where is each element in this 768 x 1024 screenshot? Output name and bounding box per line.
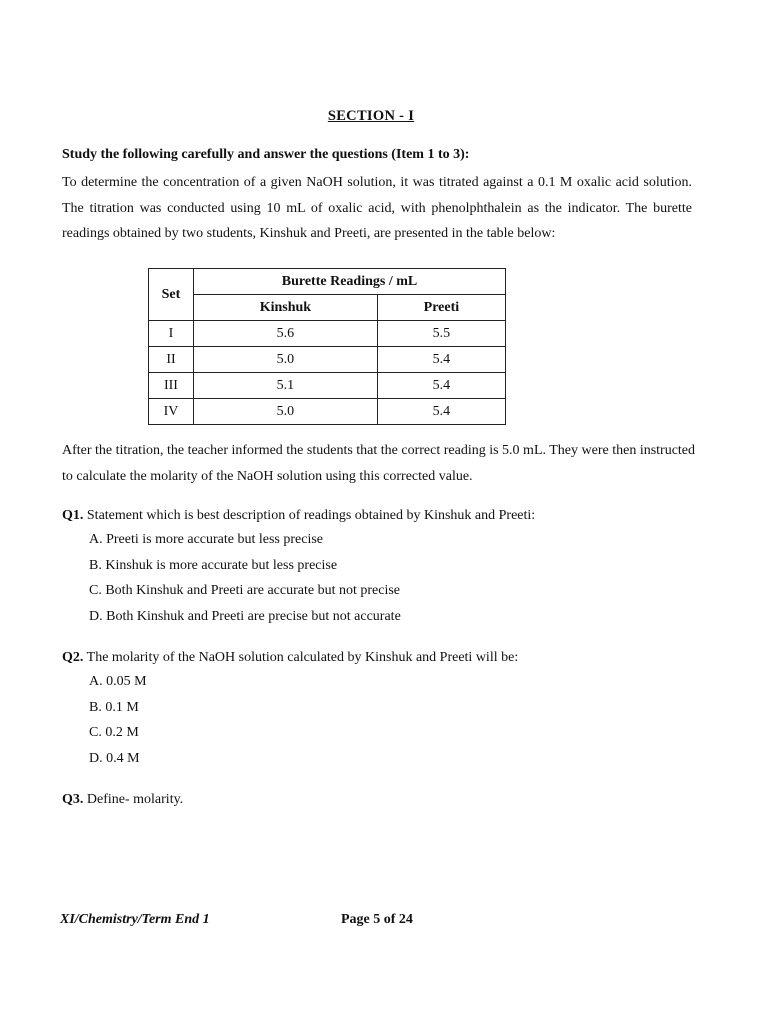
option-d: D. Both Kinshuk and Preeti are precise but not accurate	[89, 608, 401, 624]
question-text: Define- molarity.	[86, 792, 184, 807]
kinshuk-cell: 5.6	[193, 321, 377, 347]
question-stem	[62, 789, 712, 811]
table-row	[149, 347, 506, 373]
table-row	[149, 399, 506, 425]
set-cell: I	[149, 321, 194, 347]
option-c: C. 0.2 M	[89, 725, 139, 740]
set-header: Set	[149, 269, 194, 321]
question-stem	[62, 647, 712, 669]
table-row	[149, 373, 506, 399]
option-d: D. 0.4 M	[89, 750, 140, 766]
preeti-cell: 5.4	[377, 399, 505, 425]
options-list	[89, 527, 712, 629]
option-a: A. Preeti is more accurate but less precise	[89, 532, 324, 547]
question-3	[62, 789, 712, 811]
option-a: A. 0.05 M	[89, 674, 147, 689]
question-number: Q2.	[62, 650, 84, 665]
kinshuk-cell: 5.0	[193, 347, 377, 373]
after-titration-paragraph: After the titration, the teacher informed the students that the correct reading is 5.0 mL. They were then instructed to calculate the molarity of the NaOH solution using this corrected value.	[62, 443, 696, 484]
set-cell: II	[149, 347, 194, 373]
kinshuk-cell: 5.0	[193, 399, 377, 425]
intro-paragraph: To determine the concentration of a given NaOH solution, it was titrated against a 0.1 M oxalic acid solution. The titration was conducted using 10 mL of oxalic acid, with phenolphthalein as the indicator. The burette readings obtained by two students, Kinshuk and Preeti, are presented in the table below:	[62, 175, 692, 241]
preeti-header: Preeti	[377, 295, 505, 321]
question-text: Statement which is best description of readings obtained by Kinshuk and Preeti:	[86, 508, 536, 523]
set-cell: IV	[149, 399, 194, 425]
table-subheader-row	[149, 295, 506, 321]
preeti-cell: 5.4	[377, 347, 505, 373]
option-b: B. 0.1 M	[89, 699, 139, 715]
preeti-cell: 5.5	[377, 321, 505, 347]
options-list	[89, 669, 712, 771]
question-1	[62, 505, 712, 629]
footer-course-label: XI/Chemistry/Term End 1	[60, 912, 210, 927]
question-text: The molarity of the NaOH solution calculated by Kinshuk and Preeti will be:	[86, 650, 519, 665]
option-c: C. Both Kinshuk and Preeti are accurate but not precise	[89, 583, 401, 598]
table-row	[149, 321, 506, 347]
question-number: Q3.	[62, 792, 84, 807]
footer-page-number: Page 5 of 24	[341, 912, 413, 927]
table-header-row	[149, 269, 506, 295]
option-b: B. Kinshuk is more accurate but less precise	[89, 557, 338, 573]
question-2	[62, 647, 712, 771]
question-number: Q1.	[62, 508, 84, 523]
intro-heading: Study the following carefully and answer the questions (Item 1 to 3):	[62, 147, 470, 162]
kinshuk-cell: 5.1	[193, 373, 377, 399]
set-cell: III	[149, 373, 194, 399]
kinshuk-header: Kinshuk	[193, 295, 377, 321]
group-header: Burette Readings / mL	[193, 269, 505, 295]
burette-readings-table	[148, 268, 506, 425]
section-title: SECTION - I	[327, 108, 415, 124]
preeti-cell: 5.4	[377, 373, 505, 399]
question-stem	[62, 505, 712, 527]
